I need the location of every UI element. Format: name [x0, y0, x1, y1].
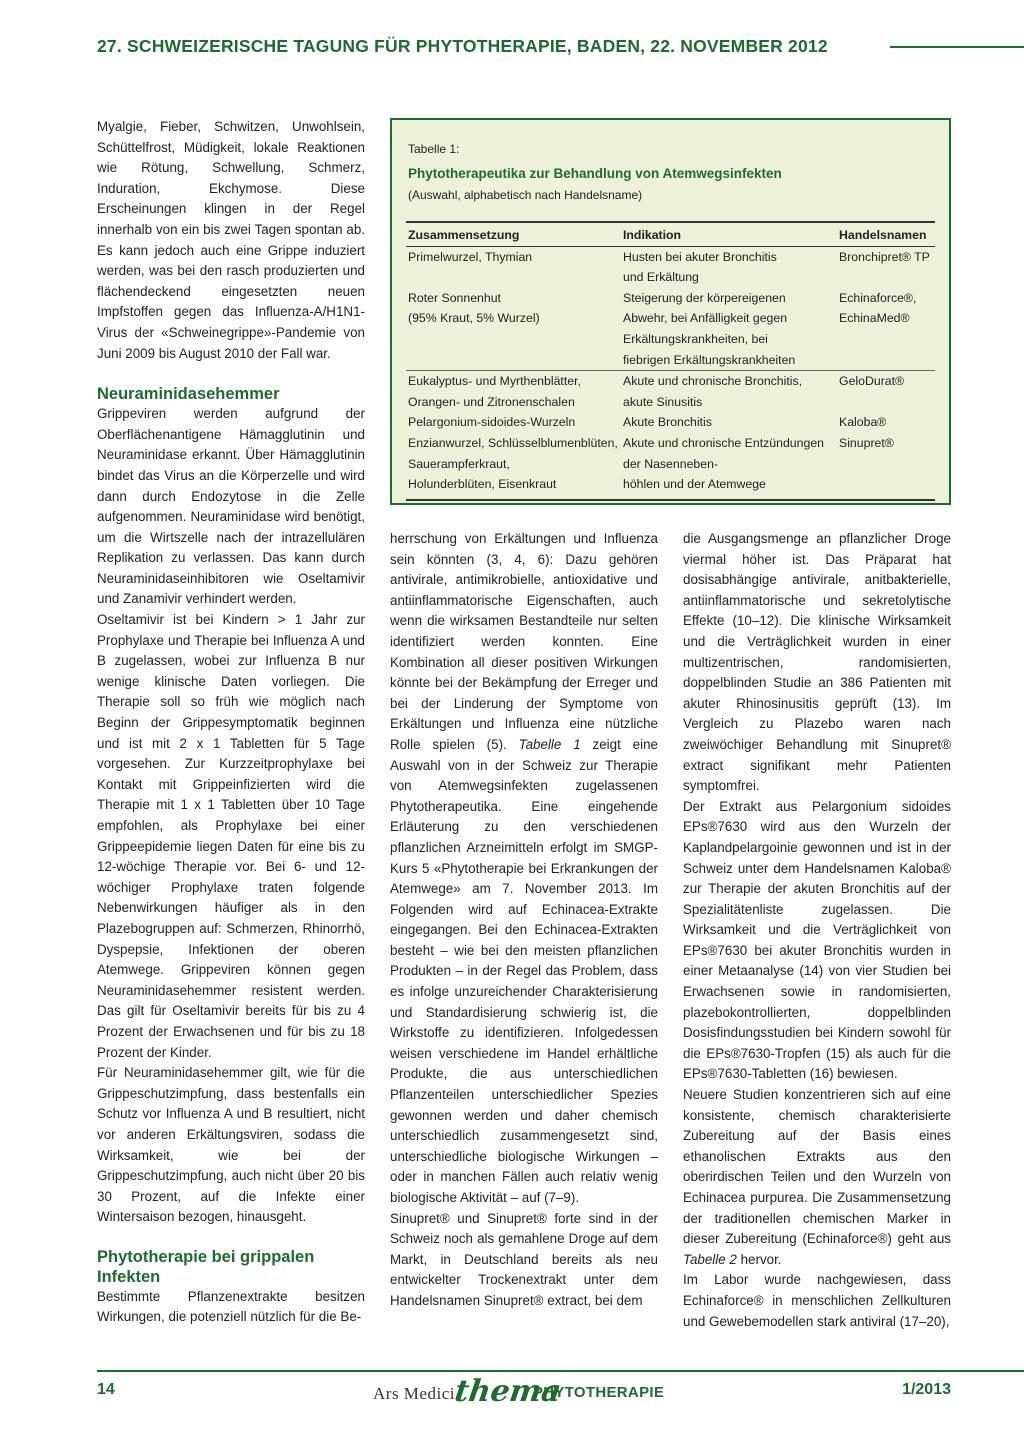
table-cell: Steigerung der körpereigenen Abwehr, bei Anfälligkeit gegen Erkältungskrankheiten, bei fiebrigen Erkältungskrankheiten — [621, 288, 837, 371]
paragraph: Der Extrakt aus Pelargonium sidoides EPs®7630 wird aus den Wurzeln der Kaplandpelargoinie gewonnen und ist in der Schweiz unter dem Handelsnamen Kaloba® zur Therapie der akuten Bronchitis auf der Spezialitätenliste zugelassen. Die Wirksamkeit und die Verträglichkeit von EPs®7630 bei akuter Bronchitis wurden in einer Metaanalyse (14) von vier Studien bei Erwachsenen sowie in randomisierten, plazebokontrollierten, doppelblinden Dosisfindungsstudien bei Kindern sowohl für die EPs®7630-Tropfen (15) als auch für die EPs®7630-Tabletten (16) bewiesen. — [683, 798, 951, 1082]
header-title: 27. SCHWEIZERISCHE TAGUNG FÜR PHYTOTHERAPIE, BADEN, 22. NOVEMBER 2012 — [97, 36, 828, 56]
column-header-composition: Zusammensetzung — [406, 222, 621, 246]
page-number: 14 — [97, 1381, 115, 1398]
text-column-3 — [683, 529, 951, 1332]
table-cell: Pelargonium-sidoides-Wurzeln — [408, 415, 576, 430]
column-header-tradename: Handelsnamen — [837, 222, 935, 246]
column-header-indication: Indikation — [621, 222, 837, 246]
brand-thema: thema — [452, 1374, 564, 1409]
paragraph: Im Labor wurde nachgewiesen, dass Echinaforce® in menschlichen Zellkulturen und Gewebemodellen stark antiviral (17–20), — [683, 1272, 951, 1329]
brand-section: PHYTOTHERAPIE — [533, 1384, 665, 1401]
table-cell: Akute Bronchitis — [623, 415, 712, 430]
table-title: Phytotherapeutika zur Behandlung von Atemwegsinfekten — [408, 166, 782, 181]
paragraph-text: Neuere Studien konzentrieren sich auf eine konsistente, chemisch charakterisierte Zubereitung auf der Basis eines ethanolischen Extrakts aus den oberirdischen Teilen und den Wurzeln von Echinacea purpurea. Die Zusammensetzung der traditionellen chemischen Marker in dieser Zubereitung (Echinaforce®) geht aus — [683, 1087, 951, 1247]
table-cell: Enzianwurzel, Schlüsselblumenblüten, Sauerampferkraut, Holunderblüten, Eisenkraut — [406, 433, 621, 500]
section-heading-phytotherapy: Phytotherapie bei grippalen Infekten — [97, 1247, 315, 1286]
text-column-1 — [97, 117, 365, 1328]
paragraph — [390, 529, 658, 1209]
table-reference: Tabelle 1 — [518, 736, 581, 752]
table-cell: Echinaforce®, EchinaMed® — [837, 288, 935, 371]
table-cell: GeloDurat® — [839, 374, 905, 389]
table-cell: Sinupret® — [837, 433, 935, 500]
paragraph: Bestimmte Pflanzenextrakte besitzen Wirkungen, die potenziell nützlich für die Be- — [97, 1288, 365, 1325]
brand-ars-medici: Ars Medici — [373, 1384, 455, 1403]
table-row — [406, 412, 935, 433]
table-cell: Primelwurzel, Thymian — [408, 249, 533, 264]
header-rule — [890, 46, 1024, 48]
phytotherapeutics-table — [406, 221, 935, 501]
table-row — [406, 288, 935, 371]
paragraph: Oseltamivir ist bei Kindern > 1 Jahr zur Prophylaxe und Therapie bei Influenza A und B zugelassen, wobei zur Influenza B nur wenige klinische Daten vorliegen. Die Therapie soll so früh wie möglich nach Beginn der Grippesymptomatik beginnen und ist mit 2 x 1 Tabletten für 5 Tage vorgesehen. Zur Kurzzeitprophylaxe bei Kontakt mit Grippeinfizierten wird die Therapie mit 1 x 1 Tabletten über 10 Tage empfohlen, als Prophylaxe bei einer Grippeepidemie liegen Daten für eine bis zu 12-wöchige Therapie vor. Bei 6- und 12-wöchiger Prophylaxe traten folgende Nebenwirkungen häufiger als in den Plazebogruppen auf: Schmerzen, Rhinorrhö, Dyspepsie, Infektionen der oberen Atemwege. Grippeviren können gegen Neuraminidasehemmer resistent werden. Das gilt für Oseltamivir bereits für bis zu 4 Prozent der Erwachsenen und für bis zu 18 Prozent der Kinder. — [97, 612, 365, 1060]
table-cell: Husten bei akuter Bronchitis und Erkältung — [623, 249, 777, 285]
paragraph: Grippeviren werden aufgrund der Oberflächenantigene Hämagglutinin und Neuraminidase erkannt. Über Hämagglutinin bindet das Virus an die Körperzelle und wird dann durch Endozytose in die Zelle aufgenommen. Neuraminidase wird benötigt, um die Wirtszelle nach der intrazellulären Replikation zu verlassen. Das kann durch Neuraminidaseinhibitoren wie Oseltamivir und Zanamivir verhindert werden. — [97, 406, 365, 607]
table-row — [406, 433, 935, 500]
paragraph: Sinupret® und Sinupret® forte sind in der Schweiz noch als gemahlene Droge auf dem Markt, in Deutschland bereits als neu entwickelter Trockenextrakt unter dem Handelsnamen Sinupret® extract, bei dem — [390, 1210, 658, 1308]
table-cell: Kaloba® — [839, 415, 887, 430]
table-header-row — [406, 222, 935, 246]
table-1-box — [390, 118, 951, 505]
footer-rule-extension — [951, 1370, 1024, 1372]
footer-rule — [97, 1370, 951, 1372]
table-cell: Bronchipret® TP — [839, 249, 930, 264]
table-reference: Tabelle 2 — [683, 1251, 737, 1267]
paragraph-text: zeigt eine Auswahl von in der Schweiz zur Therapie von Atemwegsinfekten zugelassenen Phytotherapeutika. Eine eingehende Erläuterung zu den verschiedenen pflanzlichen Arzneimitteln erfolgt im SMGP-Kurs 5 «Phytotherapie bei Erkrankungen der Atemwege» am 7. November 2013. Im Folgenden wird auf Echinacea-Extrakte eingegangen. Bei den Echinacea-Extrakten besteht – wie bei den meisten pflanzlichen Produkten – in der Regel das Problem, dass es infolge unzureichender Charakterisierung und Standardisierung schwierig ist, die Wirkstoffe zu identifizieren. Infolgedessen weisen verschiedene im Handel erhältliche Produkte, die aus unterschiedlichen Pflanzenteilen unterschiedlicher Spezies gewonnen werden und daher chemisch unterschiedlich zusammengesetzt sind, unterschiedliche biologische Wirkungen – oder in manchen Fällen auch relativ wenig biologische Aktivität – auf (7–9). — [390, 736, 658, 1205]
table-subtitle: (Auswahl, alphabetisch nach Handelsname) — [408, 188, 643, 202]
section-heading-neuraminidase: Neuraminidasehemmer — [97, 385, 280, 404]
paragraph — [683, 1085, 951, 1270]
issue-number: 1/2013 — [902, 1381, 951, 1398]
table-cell: Akute und chronische Bronchitis, akute Sinusitis — [623, 374, 803, 409]
paragraph: die Ausgangsmenge an pflanzlicher Droge viermal höher ist. Das Präparat hat dosisabhängige antivirale, anitbakterielle, antiinflammatorische und sekretolytische Effekte (10–12). Die klinische Wirksamkeit und die Verträglichkeit wurden in einer multizentrischen, randomisierten, doppelblinden Studie an 386 Patienten mit akuter Rhinosinusitis geprüft (13). Im Vergleich zu Plazebo waren nach zweiwöchiger Behandlung mit Sinupret® extract signifikant mehr Patienten symptomfrei. — [683, 531, 951, 794]
table-cell: Akute und chronische Entzündungen der Nasenneben- höhlen und der Atemwege — [621, 433, 837, 500]
table-caption: Tabelle 1: — [408, 142, 460, 156]
paragraph-text: herrschung von Erkältungen und Influenza sein könnten (3, 4, 6): Dazu gehören antivirale, antimikrobielle, antioxidative und antiinflammatorische Eigenschaften, auch wenn die wirksamen Bestandteile nur selten identifiziert werden konnten. Eine Kombination all dieser positiven Wirkungen könnte bei der Bekämpfung der Erreger und bei der Linderung der Symptome von Erkältungen und Influenza eine nützliche Rolle spielen (5). — [390, 531, 658, 752]
paragraph: Für Neuraminidasehemmer gilt, wie für die Grippeschutzimpfung, dass bestenfalls ein Schutz vor Influenza A und B resultiert, nicht vor anderen Erkältungsviren, sodass die Wirksamkeit, wie bei der Grippeschutzimpfung, auch nicht über 20 bis 30 Prozent, auf die Infekte einer Wintersaison bezogen, hinausgeht. — [97, 1065, 365, 1225]
table-cell: Roter Sonnenhut (95% Kraut, 5% Wurzel) — [406, 288, 621, 371]
running-header — [97, 36, 1024, 60]
table-row — [406, 371, 935, 413]
table-row — [406, 246, 935, 288]
paragraph-text: hervor. — [740, 1251, 782, 1267]
text-column-2 — [390, 529, 658, 1312]
table-cell: Eukalyptus- und Myrthenblätter, Orangen- und Zitronenschalen — [408, 374, 581, 409]
paragraph: Myalgie, Fieber, Schwitzen, Unwohlsein, Schüttelfrost, Müdigkeit, lokale Reaktionen wie Rötung, Schwellung, Schmerz, Induration, Ekchymose. Diese Erscheinungen klingen in der Regel innerhalb von ein bis zwei Tagen spontan ab. Es kann jedoch auch eine Grippe induziert werden, was bei den rasch produzierten und flächendeckend eingesetzten neuen Impfstoffen gegen das Influenza-A/H1N1-Virus der «Schweinegrippe»-Pandemie von Juni 2009 bis August 2010 der Fall war. — [97, 119, 365, 361]
